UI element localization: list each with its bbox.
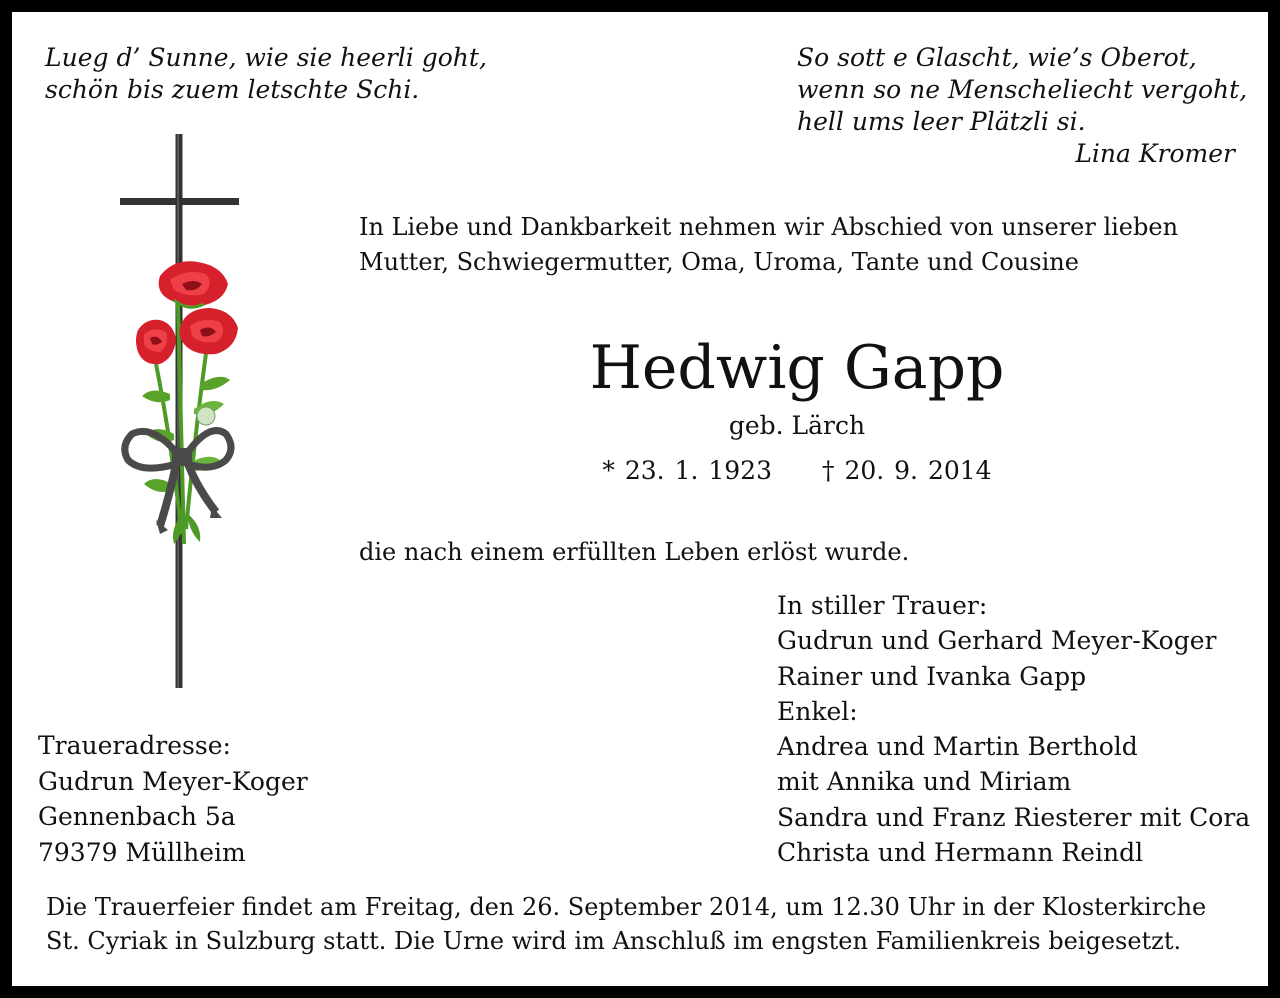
mourner-line: In stiller Trauer: (777, 591, 988, 620)
address-line: Gennenbach 5a (38, 802, 236, 831)
verse-line: So sott e Glascht, wie’s Oberot, (797, 43, 1197, 72)
mourner-line: Enkel: (777, 696, 858, 726)
mourner-line: Andrea und Martin Berthold (777, 732, 1138, 762)
verse-line: wenn so ne Menscheliecht vergoht, (797, 75, 1248, 104)
address-line: 79379 Müllheim (38, 837, 246, 867)
roses-icon (136, 261, 238, 544)
funeral-notice (46, 890, 1236, 958)
mourners-list (777, 588, 1250, 870)
funeral-line: Die Trauerfeier findet am Freitag, den 26. September 2014, um 12.30 Uhr in der Klosterkirche (46, 893, 1207, 921)
address-line: Gudrun Meyer-Koger (38, 766, 308, 796)
obituary-card (12, 12, 1268, 986)
mourner-line: Gudrun und Gerhard Meyer-Koger (777, 626, 1217, 656)
intro-text (359, 210, 1235, 280)
verse-line: schön bis zuem letschte Schi. (45, 75, 420, 104)
mourner-line: Sandra und Franz Riesterer mit Cora (777, 802, 1251, 832)
verse-line: Lueg d’ Sunne, wie sie heerli goht, (45, 43, 487, 72)
mourning-address (38, 728, 308, 870)
verse-line: hell ums leer Plätzli si. (797, 107, 1086, 136)
verse-left (45, 42, 487, 106)
intro-line: Mutter, Schwiegermutter, Oma, Uroma, Tante und Cousine (359, 248, 1079, 276)
address-line: Traueradresse: (38, 731, 231, 760)
mourner-line: mit Annika und Miriam (777, 767, 1072, 797)
life-dates (359, 453, 1235, 489)
funeral-line: St. Cyriak in Sulzburg statt. Die Urne wird im Anschluß im engsten Familienkreis beigesetzt. (46, 927, 1182, 955)
mourner-line: Rainer und Ivanka Gapp (777, 661, 1087, 691)
deceased-name: Hedwig Gapp (589, 333, 1005, 403)
intro-line: In Liebe und Dankbarkeit nehmen wir Abschied von unserer lieben (359, 213, 1179, 241)
verse-author: Lina Kromer (1075, 139, 1235, 168)
maiden-name: geb. Lärch (728, 411, 866, 440)
relieved-text: die nach einem erfüllten Leben erlöst wurde. (359, 538, 910, 566)
verse-right (797, 42, 1247, 170)
mourner-line: Christa und Hermann Reindl (777, 838, 1144, 868)
birth-date: * 23. 1. 1923 (602, 456, 772, 485)
cross-with-roses-illustration (112, 134, 252, 694)
death-date: † 20. 9. 2014 (822, 456, 992, 485)
